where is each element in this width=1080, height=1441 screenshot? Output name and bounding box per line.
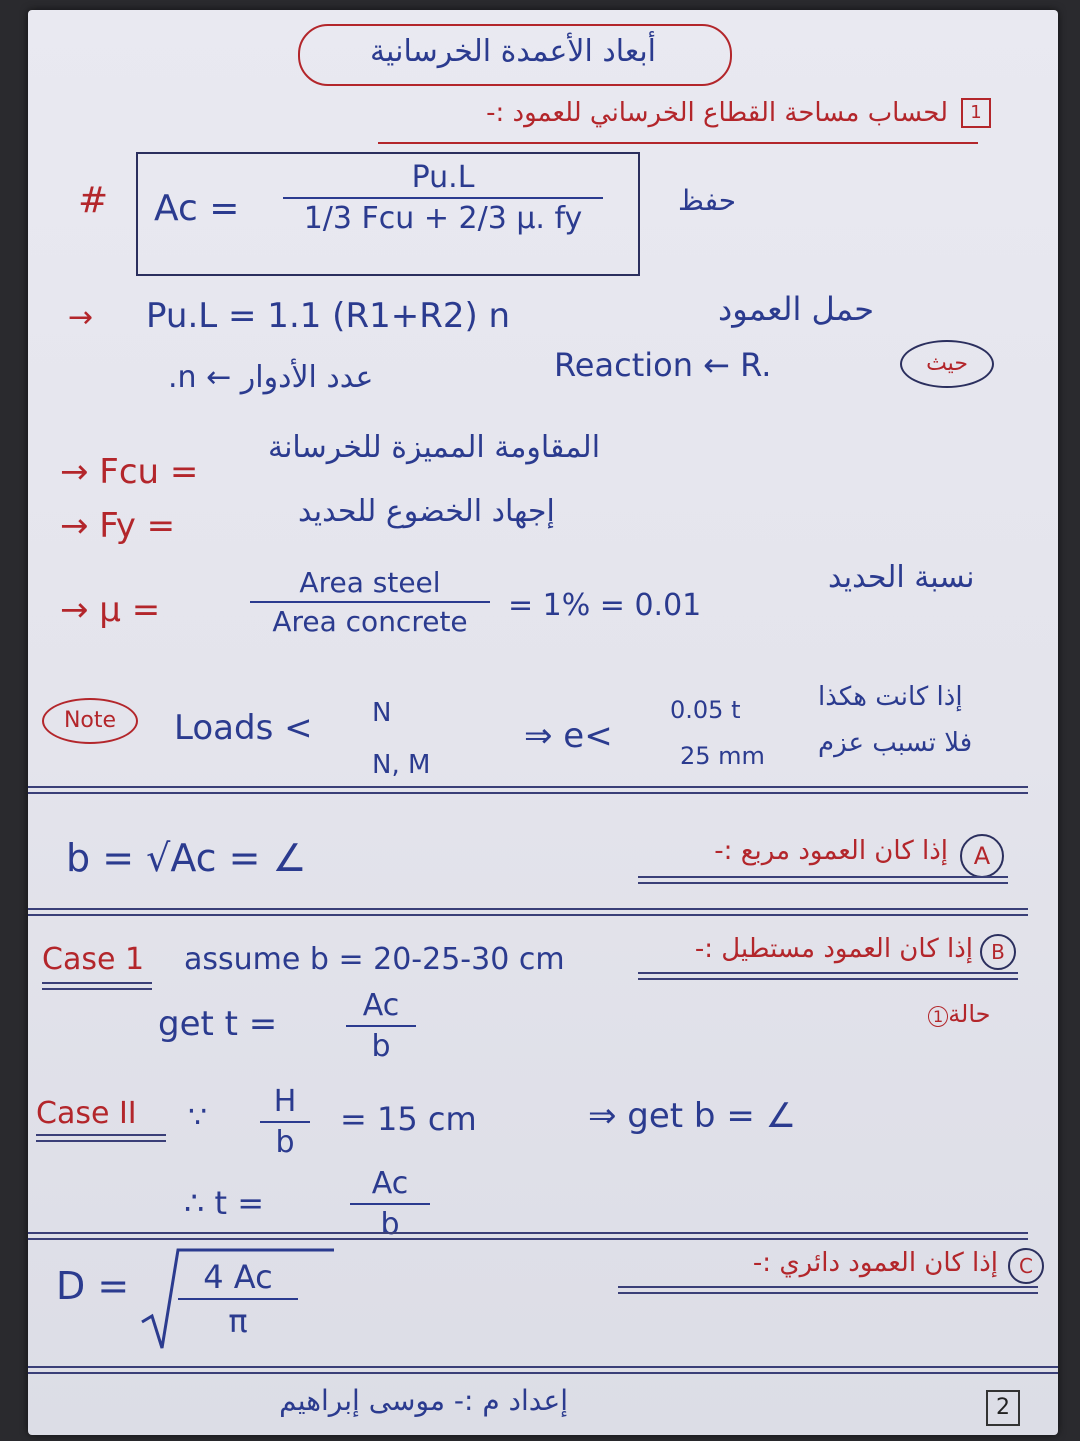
mu-lhs: → μ = bbox=[60, 590, 161, 630]
divider bbox=[28, 908, 1028, 916]
get-t-label: get t = bbox=[158, 1004, 278, 1044]
get-b: ⇒ get b = ∠ bbox=[588, 1096, 797, 1136]
memorize-note: حفظ bbox=[678, 184, 737, 217]
case-c-fraction bbox=[178, 1258, 298, 1340]
h-value: H bbox=[273, 1084, 297, 1119]
section-underline bbox=[378, 142, 978, 144]
arrow-icon: → bbox=[68, 300, 94, 335]
case-a-marker: A bbox=[960, 834, 1004, 878]
mu-value: = 1% = 0.01 bbox=[508, 588, 702, 623]
formula-fraction bbox=[283, 160, 603, 236]
case-1-text: assume b = 20-25-30 cm bbox=[184, 942, 565, 977]
author-credit: إعداد م :- موسى إبراهيم bbox=[279, 1384, 568, 1417]
case-c-lhs: D = bbox=[56, 1264, 130, 1308]
case-c-text: إذا كان العمود دائري :- bbox=[752, 1248, 998, 1278]
note-arabic-2: فلا تسبب عزم bbox=[818, 728, 973, 758]
case-1-arabic-num: 1 bbox=[928, 1006, 948, 1027]
fcu-lhs: → Fcu = bbox=[60, 452, 199, 492]
section-heading: لحساب مساحة القطاع الخرساني للعمود :- bbox=[486, 98, 948, 128]
n-definition: عدد الأدوار ← n. bbox=[168, 360, 374, 395]
case-2-underline bbox=[36, 1134, 166, 1142]
since-symbol: ∵ bbox=[188, 1100, 208, 1135]
case-a-formula: b = √Ac = ∠ bbox=[66, 836, 307, 880]
formula-denominator: 1/3 Fcu + 2/3 μ. fy bbox=[303, 201, 583, 236]
case-c-underline bbox=[618, 1286, 1038, 1294]
hash-mark: # bbox=[78, 180, 109, 221]
fy-lhs: → Fy = bbox=[60, 506, 176, 546]
t-numerator: Ac bbox=[362, 988, 400, 1023]
t2-numerator: Ac bbox=[371, 1166, 409, 1201]
section-marker: 1 bbox=[961, 98, 991, 128]
fraction-bar bbox=[283, 197, 603, 199]
divider bbox=[28, 1366, 1058, 1374]
fraction-bar bbox=[178, 1298, 298, 1300]
load-formula: Pu.L = 1.1 (R1+R2) n bbox=[146, 296, 511, 336]
case-c-marker: C bbox=[1008, 1248, 1044, 1284]
note-arabic-1: إذا كانت هكذا bbox=[818, 682, 963, 712]
loads-label: Loads < bbox=[174, 708, 313, 748]
mu-meaning: نسبة الحديد bbox=[828, 560, 975, 595]
fraction-bar bbox=[260, 1121, 310, 1123]
case-b-marker: B bbox=[980, 934, 1016, 970]
divider bbox=[28, 1232, 1028, 1240]
case-c-denominator: π bbox=[228, 1302, 248, 1340]
mu-numerator: Area steel bbox=[299, 566, 441, 599]
note-badge: Note bbox=[42, 698, 138, 744]
case-2-label: Case II bbox=[36, 1096, 137, 1131]
load-option-nm: N, M bbox=[372, 750, 431, 780]
t-denominator: b bbox=[371, 1029, 391, 1064]
page-number: 2 bbox=[986, 1390, 1020, 1426]
fcu-meaning: المقاومة المميزة للخرسانة bbox=[268, 430, 601, 465]
t2-denominator: b bbox=[380, 1207, 400, 1242]
load-meaning: حمل العمود bbox=[718, 290, 875, 328]
case-1-label: Case 1 bbox=[42, 942, 145, 977]
notebook-page bbox=[28, 10, 1058, 1435]
case-b-underline bbox=[638, 972, 1018, 980]
eccentricity-limit-2: 25 mm bbox=[680, 742, 765, 770]
formula-lhs: Ac = bbox=[154, 188, 240, 229]
case-a-underline bbox=[638, 876, 1008, 884]
fraction-bar bbox=[346, 1025, 416, 1027]
eccentricity-limit-1: 0.05 t bbox=[670, 696, 741, 724]
eccentricity-label: ⇒ e< bbox=[524, 716, 613, 756]
case-1-underline bbox=[42, 982, 152, 990]
h-over-b bbox=[260, 1084, 310, 1160]
case-a-text: إذا كان العمود مربع :- bbox=[714, 836, 948, 866]
therefore-t: ∴ t = bbox=[184, 1184, 265, 1222]
mu-fraction bbox=[250, 566, 490, 638]
t-fraction bbox=[346, 988, 416, 1064]
case-b-text: إذا كان العمود مستطيل :- bbox=[694, 934, 973, 964]
t2-fraction bbox=[350, 1166, 430, 1242]
where-badge: حيث bbox=[900, 340, 994, 388]
load-option-n: N bbox=[372, 698, 392, 728]
page-title: أبعاد الأعمدة الخرسانية bbox=[369, 34, 657, 69]
eq-15: = 15 cm bbox=[340, 1100, 477, 1138]
fraction-bar bbox=[250, 601, 490, 603]
case-c-numerator: 4 Ac bbox=[203, 1258, 273, 1296]
fy-meaning: إجهاد الخضوع للحديد bbox=[298, 494, 555, 529]
r-definition: Reaction ← R. bbox=[554, 346, 772, 384]
mu-denominator: Area concrete bbox=[272, 605, 468, 638]
formula-numerator: Pu.L bbox=[411, 160, 475, 195]
case-1-arabic bbox=[928, 1000, 991, 1028]
divider bbox=[28, 786, 1028, 794]
fraction-bar bbox=[350, 1203, 430, 1205]
b-value: b bbox=[275, 1125, 295, 1160]
case-1-arabic-label: حالة bbox=[948, 1000, 991, 1028]
